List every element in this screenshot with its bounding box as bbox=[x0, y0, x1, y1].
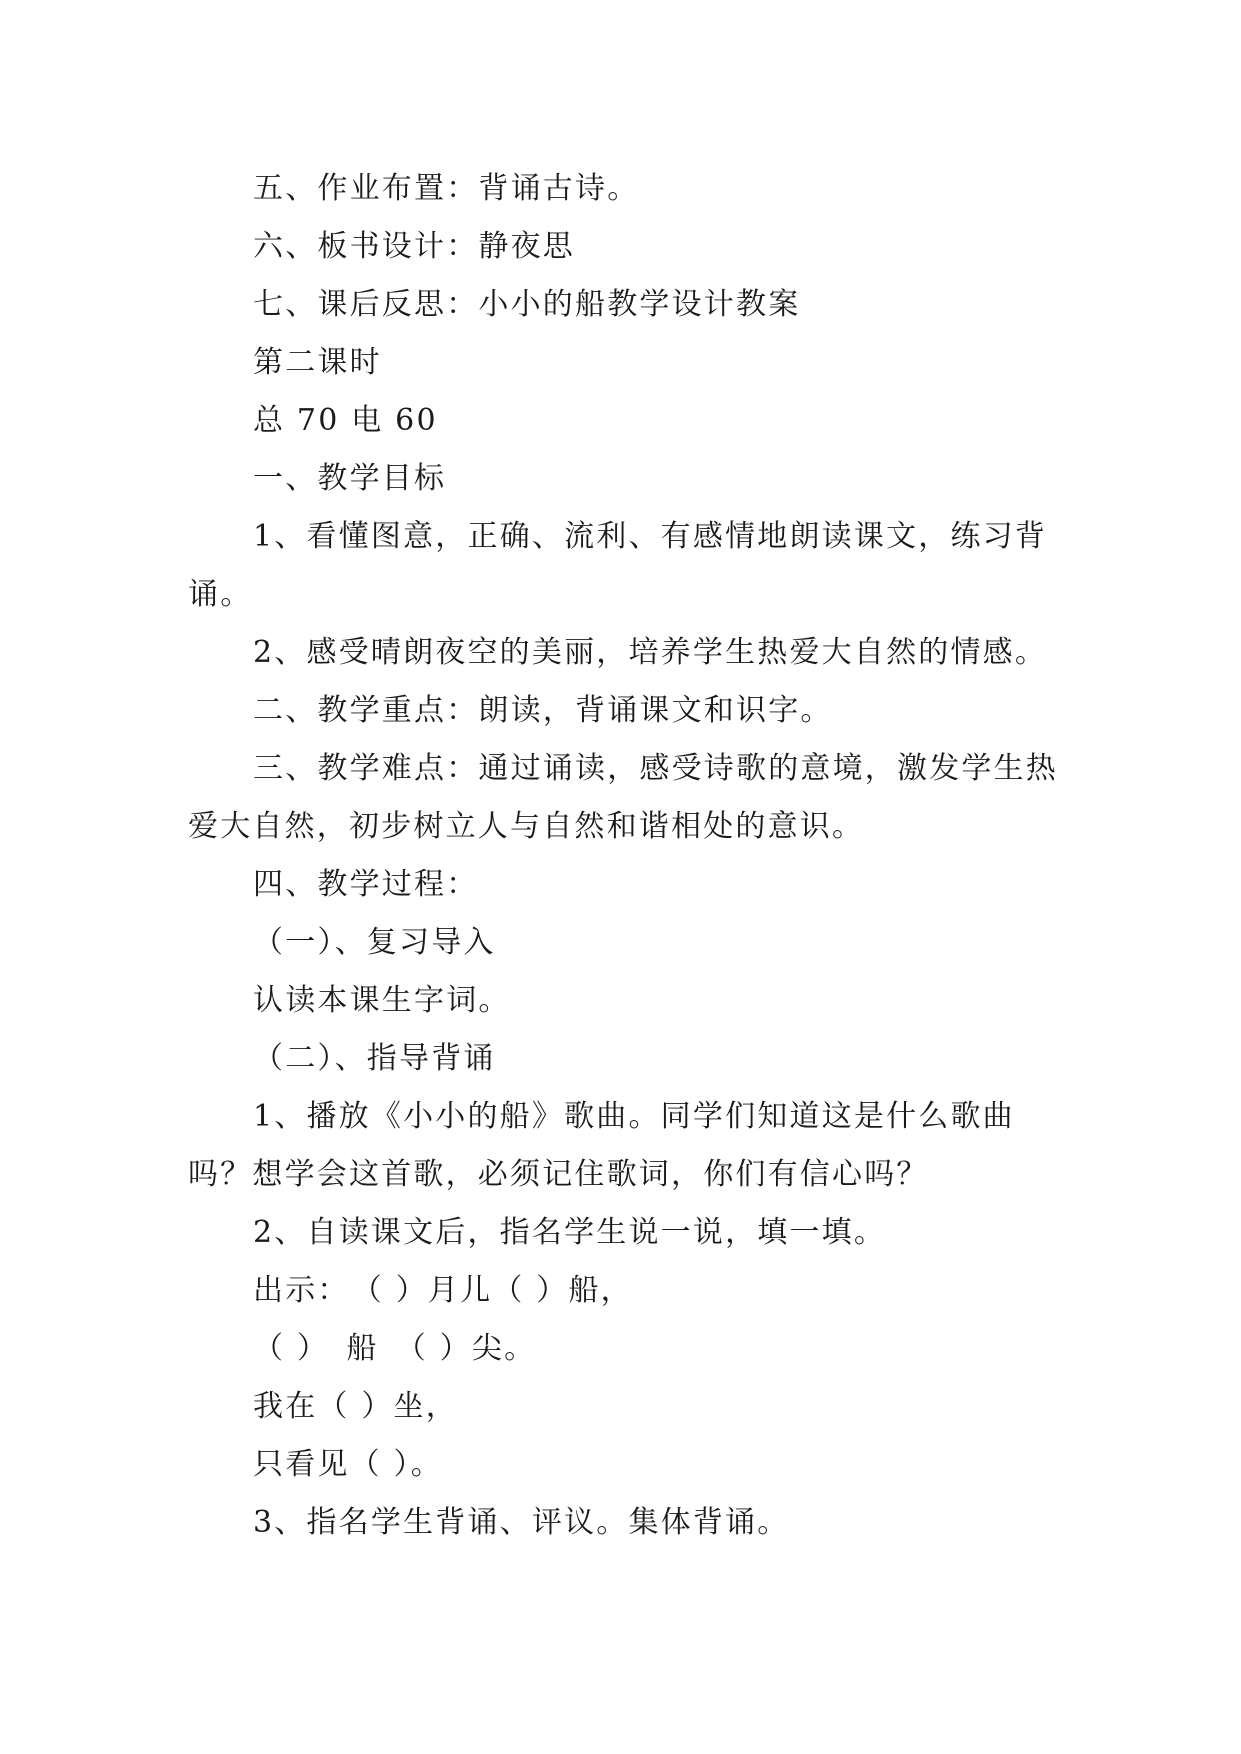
paragraph-board-design: 六、板书设计：静夜思 bbox=[253, 229, 575, 264]
paragraph-fill-line-1: 出示： （ ）月儿（ ）船， bbox=[253, 1273, 633, 1308]
paragraph-lesson-count: 总 70 电 60 bbox=[253, 403, 438, 438]
heading-review-intro: （一）、复习导入 bbox=[253, 925, 496, 960]
paragraph-key-points: 二、教学重点：朗读，背诵课文和识字。 bbox=[253, 693, 833, 728]
paragraph-goal-2: 2、感受晴朗夜空的美丽，培养学生热爱大自然的情感。 bbox=[253, 635, 1048, 670]
paragraph-step-1: 1、播放《小小的船》歌曲。同学们知道这是什么歌曲吗？想学会这首歌，必须记住歌词，你们有信心吗？ bbox=[188, 1099, 1015, 1192]
paragraph-fill-line-4: 只看见（ ）。 bbox=[253, 1447, 443, 1482]
paragraph-goal-1: 1、看懂图意，正确、流利、有感情地朗读课文，练习背诵。 bbox=[188, 519, 1048, 612]
paragraph-second-lesson: 第二课时 bbox=[253, 345, 382, 380]
paragraph-homework: 五、作业布置：背诵古诗。 bbox=[253, 171, 640, 206]
heading-teaching-goals: 一、教学目标 bbox=[253, 461, 447, 496]
paragraph-fill-line-2: （ ） 船 （ ）尖。 bbox=[253, 1331, 537, 1366]
heading-guided-recitation: （二）、指导背诵 bbox=[253, 1041, 496, 1076]
heading-teaching-process: 四、教学过程： bbox=[253, 867, 479, 902]
document-body bbox=[188, 160, 1068, 1552]
paragraph-step-2: 2、自读课文后，指名学生说一说，填一填。 bbox=[253, 1215, 887, 1250]
paragraph-fill-line-3: 我在（ ）坐， bbox=[253, 1389, 458, 1424]
paragraph-step-3: 3、指名学生背诵、评议。集体背诵。 bbox=[253, 1505, 790, 1540]
paragraph-difficulties: 三、教学难点：通过诵读，感受诗歌的意境，激发学生热爱大自然，初步树立人与自然和谐相处的意识。 bbox=[188, 751, 1058, 844]
paragraph-reflection: 七、课后反思：小小的船教学设计教案 bbox=[253, 287, 801, 322]
paragraph-review-words: 认读本课生字词。 bbox=[253, 983, 511, 1018]
